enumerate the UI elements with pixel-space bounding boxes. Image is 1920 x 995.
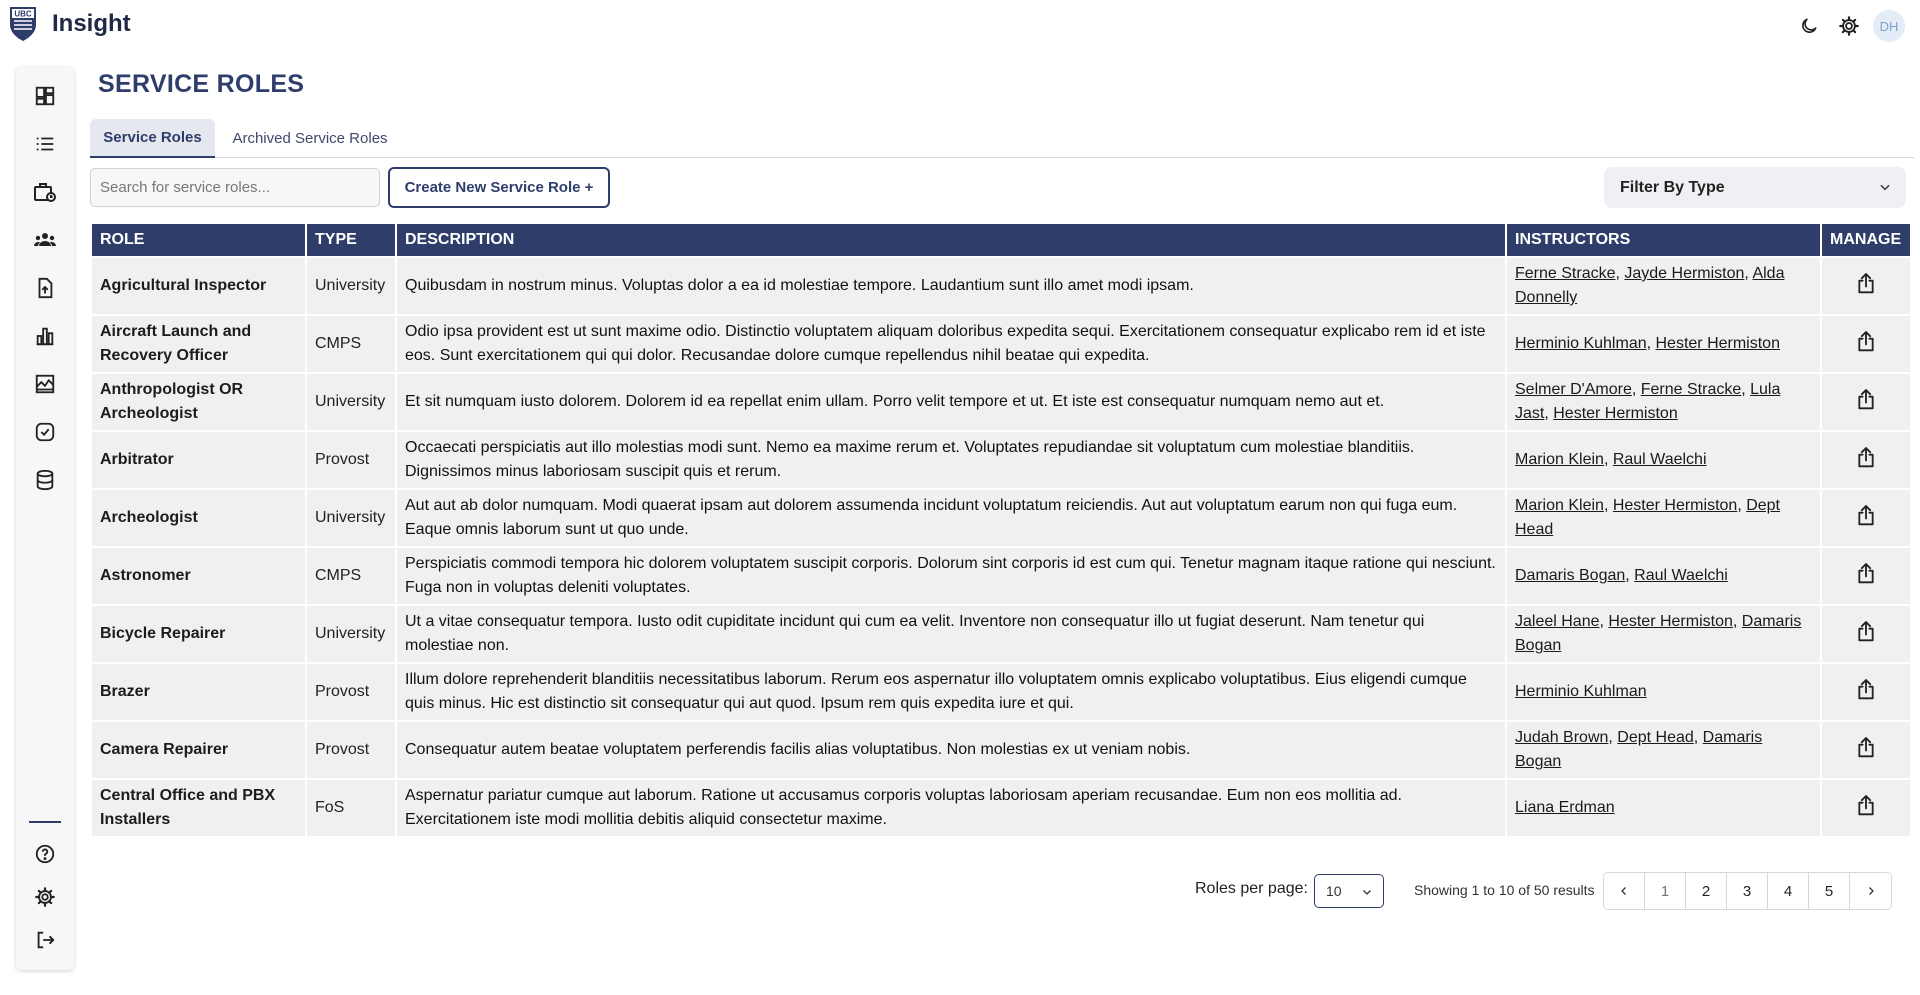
instructors-cell: Jaleel Hane, Hester Hermiston, Damaris Bogan [1507, 606, 1820, 662]
user-avatar[interactable]: DH [1873, 10, 1905, 42]
logout-icon[interactable] [31, 926, 59, 954]
type-cell: Provost [307, 432, 395, 488]
description-cell: Quibusdam in nostrum minus. Voluptas dolor a ea id molestiae tempore. Laudantium sunt illo amet modi ipsam. [397, 258, 1505, 314]
share-upload-icon[interactable] [1852, 444, 1880, 472]
bar-chart-icon[interactable] [31, 322, 59, 350]
database-icon[interactable] [31, 466, 59, 494]
instructor-link[interactable]: Raul Waelchi [1612, 451, 1707, 468]
table-row [92, 664, 1910, 720]
search-input[interactable] [90, 168, 380, 207]
description-cell: Et sit numquam iusto dolorem. Dolorem id ea repellat enim ullam. Porro velit tempore et ut. Et iste est consequatur numquam nemo aut et. [397, 374, 1505, 430]
role-cell: Aircraft Launch and Recovery Officer [92, 316, 305, 372]
role-cell: Brazer [92, 664, 305, 720]
share-upload-icon[interactable] [1852, 792, 1880, 820]
instructor-link[interactable]: Alda Donnelly [1515, 265, 1785, 306]
page-title: SERVICE ROLES [98, 70, 305, 98]
instructor-link[interactable]: Raul Waelchi [1634, 567, 1728, 584]
type-cell: University [307, 258, 395, 314]
role-cell: Camera Repairer [92, 722, 305, 778]
instructors-cell: Herminio Kuhlman, Hester Hermiston [1507, 316, 1820, 372]
instructors-cell: Marion Klein, Hester Hermiston, Dept Head [1507, 490, 1820, 546]
type-cell: Provost [307, 664, 395, 720]
ubc-logo [8, 5, 38, 43]
per-page-select[interactable] [1314, 874, 1384, 908]
instructor-link[interactable]: Herminio Kuhlman [1515, 335, 1647, 352]
chevron-down-icon [1878, 180, 1892, 194]
description-cell: Perspiciatis commodi tempora hic dolorem voluptatem suscipit corporis. Dolorum sint corporis id est cum qui. Tenetur magnam itaque ratione qui nesciunt. Fuga non in voluptas deleniti voluptates. [397, 548, 1505, 604]
instructor-link[interactable]: Damaris Bogan [1515, 729, 1763, 770]
manage-cell [1822, 606, 1910, 662]
header-manage: MANAGE [1822, 224, 1910, 256]
role-cell: Astronomer [92, 548, 305, 604]
instructor-link[interactable]: Jayde Hermiston [1624, 265, 1745, 282]
sidebar-divider [29, 821, 61, 823]
table-row [92, 780, 1910, 836]
table-row [92, 316, 1910, 372]
instructors-cell: Judah Brown, Dept Head, Damaris Bogan [1507, 722, 1820, 778]
help-icon[interactable] [31, 840, 59, 868]
description-cell: Ut a vitae consequatur tempora. Iusto odit cupiditate incidunt qui cum ea velit. Inventore non consequatur illo ut fugiat deserunt. Nam tenetur qui molestiae non. [397, 606, 1505, 662]
instructor-link[interactable]: Marion Klein [1515, 451, 1604, 468]
share-upload-icon[interactable] [1852, 502, 1880, 530]
share-upload-icon[interactable] [1852, 270, 1880, 298]
type-cell: University [307, 490, 395, 546]
logo-text: UBC [14, 9, 32, 19]
role-cell: Archeologist [92, 490, 305, 546]
instructor-link[interactable]: Hester Hermiston [1612, 497, 1738, 514]
chevron-left-icon [1618, 885, 1630, 897]
table-row [92, 374, 1910, 430]
file-upload-icon[interactable] [31, 274, 59, 302]
share-upload-icon[interactable] [1852, 676, 1880, 704]
filter-label: Filter By Type [1620, 178, 1725, 196]
type-cell: University [307, 374, 395, 430]
manage-cell [1822, 722, 1910, 778]
instructors-cell [1507, 664, 1820, 720]
instructor-link[interactable]: Herminio Kuhlman [1515, 683, 1647, 700]
role-cell: Central Office and PBX Installers [92, 780, 305, 836]
description-cell: Aut aut ab dolor numquam. Modi quaerat ipsam aut dolorem assumenda incidunt voluptatum reiciendis. Aut aut voluptatum earum non qui fuga eum. Eaque omnis laborum sunt ut quo unde. [397, 490, 1505, 546]
header-role[interactable]: ROLE [92, 224, 305, 256]
table-row [92, 432, 1910, 488]
share-upload-icon[interactable] [1852, 560, 1880, 588]
share-upload-icon[interactable] [1852, 386, 1880, 414]
page-button-2[interactable]: 2 [1686, 873, 1727, 909]
chevron-right-icon [1865, 885, 1877, 897]
manage-cell [1822, 374, 1910, 430]
manage-cell [1822, 490, 1910, 546]
create-service-role-button[interactable]: Create New Service Role + [388, 167, 610, 208]
page-button-5[interactable]: 5 [1809, 873, 1850, 909]
manage-cell [1822, 780, 1910, 836]
settings-icon[interactable] [31, 883, 59, 911]
insights-chart-icon[interactable] [31, 370, 59, 398]
page-button-4[interactable]: 4 [1768, 873, 1809, 909]
filter-by-type-dropdown[interactable] [1604, 167, 1906, 208]
tab-bar [90, 119, 1914, 158]
instructor-link[interactable]: Liana Erdman [1515, 799, 1615, 816]
per-page-label: Roles per page: [1195, 880, 1308, 897]
table-row [92, 490, 1910, 546]
pagination [1603, 872, 1892, 910]
manage-cell [1822, 664, 1910, 720]
instructor-link[interactable]: Jaleel Hane [1515, 613, 1600, 630]
instructor-link[interactable]: Hester Hermiston [1553, 405, 1678, 422]
instructor-link[interactable]: Judah Brown [1515, 729, 1609, 746]
type-cell: FoS [307, 780, 395, 836]
role-cell: Anthropologist OR Archeologist [92, 374, 305, 430]
page-button-1[interactable]: 1 [1645, 873, 1686, 909]
manage-cell [1822, 258, 1910, 314]
instructors-cell: Damaris Bogan, Raul Waelchi [1507, 548, 1820, 604]
share-upload-icon[interactable] [1852, 618, 1880, 646]
role-cell: Agricultural Inspector [92, 258, 305, 314]
instructor-link[interactable]: Damaris Bogan [1515, 567, 1626, 584]
instructor-link[interactable]: Hester Hermiston [1655, 335, 1780, 352]
type-cell: CMPS [307, 316, 395, 372]
moon-icon[interactable] [1793, 10, 1825, 42]
instructors-cell: Ferne Stracke, Jayde Hermiston, Alda Donnelly [1507, 258, 1820, 314]
instructors-cell: Marion Klein, Raul Waelchi [1507, 432, 1820, 488]
role-cell: Bicycle Repairer [92, 606, 305, 662]
list-icon[interactable] [31, 130, 59, 158]
description-cell: Odio ipsa provident est ut sunt maxime odio. Distinctio voluptatem aliquam doloribus expedita sequi. Exercitationem consequatur explicabo rem id et iste eos. Sunt exercitationem qui qui dolor. Recusandae dolore cumque repellendus nihil beatae qui expedita. [397, 316, 1505, 372]
description-cell: Consequatur autem beatae voluptatem perferendis facilis alias voluptatibus. Non molestias ex ut veniam nobis. [397, 722, 1505, 778]
table-row [92, 722, 1910, 778]
tab-archived-service-roles[interactable]: Archived Service Roles [232, 130, 388, 147]
sidebar [16, 67, 74, 970]
chevron-down-icon [1361, 886, 1373, 898]
table-row [92, 548, 1910, 604]
dashboard-icon[interactable] [31, 82, 59, 110]
header-instructors: INSTRUCTORS [1507, 224, 1820, 256]
next-page-button[interactable] [1850, 873, 1891, 909]
share-upload-icon[interactable] [1852, 734, 1880, 762]
header-description: DESCRIPTION [397, 224, 1505, 256]
prev-page-button[interactable] [1604, 873, 1645, 909]
instructors-cell [1507, 780, 1820, 836]
table-row [92, 258, 1910, 314]
description-cell: Illum dolore reprehenderit blanditiis necessitatibus laborum. Rerum eos aspernatur illo voluptatem omnis explicabo voluptatibus. Eius eligendi cumque quis minus. Hic est distinctio sit consequatur qui aut quod. Ipsum rem quis expedita iure et qui. [397, 664, 1505, 720]
instructor-link[interactable]: Ferne Stracke [1515, 265, 1616, 282]
manage-cell [1822, 432, 1910, 488]
type-cell: Provost [307, 722, 395, 778]
app-title: Insight [52, 10, 131, 37]
type-cell: University [307, 606, 395, 662]
header-type[interactable]: TYPE [307, 224, 395, 256]
share-upload-icon[interactable] [1852, 328, 1880, 356]
instructor-link[interactable]: Dept Head [1617, 729, 1694, 746]
instructor-link[interactable]: Dept Head [1515, 497, 1780, 538]
instructor-link[interactable]: Marion Klein [1515, 497, 1604, 514]
table-row [92, 606, 1910, 662]
gear-icon[interactable] [1833, 10, 1865, 42]
description-cell: Aspernatur pariatur cumque aut laborum. Ratione ut accusamus corporis voluptas laboriosam aperiam recusandae. Eum non eos mollitia ad. Exercitationem iste modi mollitia debitis aliquid consectetur maxime. [397, 780, 1505, 836]
per-page-value: 10 [1326, 883, 1342, 899]
type-cell: CMPS [307, 548, 395, 604]
briefcase-clock-icon[interactable] [31, 178, 59, 206]
top-bar [0, 0, 1920, 50]
manage-cell [1822, 548, 1910, 604]
role-cell: Arbitrator [92, 432, 305, 488]
instructor-link[interactable]: Ferne Stracke [1640, 381, 1742, 398]
instructors-cell: Selmer D'Amore, Ferne Stracke, Lula Jast, Hester Hermiston [1507, 374, 1820, 430]
check-circle-icon[interactable] [31, 418, 59, 446]
table-header-row [92, 224, 1910, 256]
groups-icon[interactable] [31, 226, 59, 254]
tab-service-roles[interactable]: Service Roles [90, 119, 215, 158]
description-cell: Occaecati perspiciatis aut illo molestias modi sunt. Nemo ea maxime rerum et. Voluptates repudiandae sit voluptatum cum molestiae blanditiis. Dignissimos minus laboriosam suscipit quis et rerum. [397, 432, 1505, 488]
manage-cell [1822, 316, 1910, 372]
results-summary: Showing 1 to 10 of 50 results [1414, 882, 1595, 898]
instructor-link[interactable]: Selmer D'Amore [1515, 381, 1632, 398]
service-roles-table [90, 222, 1912, 838]
instructor-link[interactable]: Hester Hermiston [1608, 613, 1733, 630]
instructor-link[interactable]: Damaris Bogan [1515, 613, 1802, 654]
page-button-3[interactable]: 3 [1727, 873, 1768, 909]
instructor-link[interactable]: Lula Jast [1515, 381, 1781, 422]
